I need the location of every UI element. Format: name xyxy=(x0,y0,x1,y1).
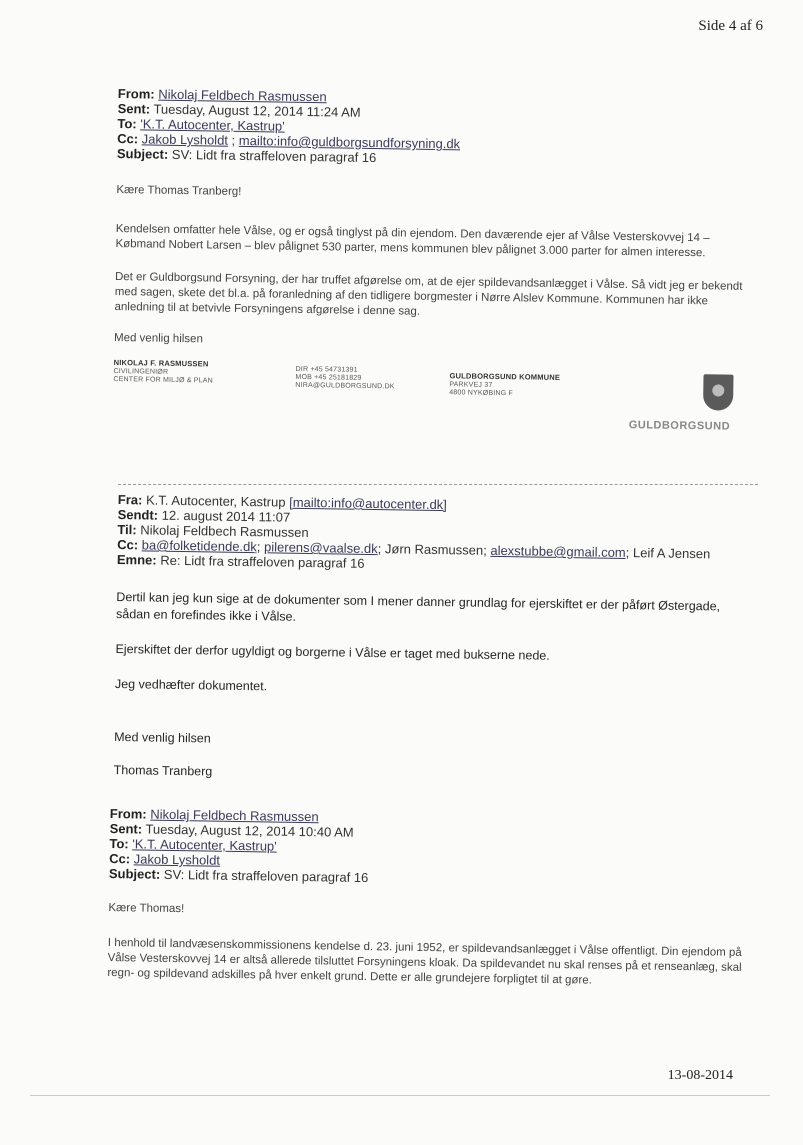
greeting: Kære Thomas! xyxy=(108,901,185,916)
cc-separator: ; xyxy=(227,132,239,148)
from-link[interactable]: Nikolaj Feldbech Rasmussen xyxy=(150,806,319,825)
from-mail-link[interactable]: [mailto:info@autocenter.dk] xyxy=(289,494,447,513)
signature-department: CENTER FOR MILJØ & PLAN xyxy=(113,375,213,385)
email-original xyxy=(107,806,750,1004)
from-link[interactable]: Nikolaj Feldbech Rasmussen xyxy=(158,86,327,105)
email-reply-1 xyxy=(113,86,758,441)
to-label: Til: xyxy=(117,521,137,538)
email-signature xyxy=(113,359,754,441)
cc-text: ; Jørn Rasmussen; xyxy=(377,541,491,558)
from-value: K.T. Autocenter, Kastrup xyxy=(145,492,286,510)
signature-email[interactable]: NIRA@GULDBORGSUND.DK xyxy=(295,381,395,391)
sent-value: Tuesday, August 12, 2014 11:24 AM xyxy=(153,101,361,120)
signature-street: PARKVEJ 37 xyxy=(449,381,493,389)
subject-label: Subject: xyxy=(108,865,161,882)
subject-label: Emne: xyxy=(116,551,157,568)
sent-label: Sendt: xyxy=(117,506,159,523)
municipality-logo: GULDBORGSUND xyxy=(628,419,731,433)
cc-link[interactable]: pilerens@vaalse.dk xyxy=(263,539,378,557)
cc-label: Cc: xyxy=(117,536,139,553)
cc-label: Cc: xyxy=(117,130,139,147)
municipality-crest-icon xyxy=(703,374,734,410)
signature-name: NIKOLAJ F. RASMUSSEN xyxy=(113,357,209,369)
from-label: Fra: xyxy=(117,492,143,508)
subject-value: Re: Lidt fra straffeloven paragraf 16 xyxy=(160,552,365,571)
to-link[interactable]: 'K.T. Autocenter, Kastrup' xyxy=(132,836,277,854)
signature-phone: DIR +45 54731391 xyxy=(295,365,358,374)
email-divider xyxy=(118,484,758,485)
cc-link[interactable]: Jakob Lysholdt xyxy=(133,851,221,868)
email-header xyxy=(109,806,750,891)
email-header xyxy=(117,86,758,171)
bottom-rule xyxy=(30,1095,770,1096)
to-label: To: xyxy=(117,115,137,132)
closing: Med venlig hilsen xyxy=(114,729,211,746)
to-label: To: xyxy=(109,835,129,852)
from-label: From: xyxy=(109,806,147,822)
paragraph: I henhold til landvæsenskommissionens kendelse d. 23. juni 1952, er spildevandsanlægget i Vålse offentligt. Din ejendom på Vålse Vesterskovvej 14 er altså allerede tilsluttet Forsyningens kloak. Da spildevandet nu skal renses på et renseanlæg, skal regn- og spildevand adskilles på hver enkelt grund. Dette er alle grundejere forpligtet til at gøre. xyxy=(107,936,742,987)
cc-separator: ; xyxy=(256,539,265,555)
closing: Med venlig hilsen xyxy=(113,331,203,346)
footer-date: 13-08-2014 xyxy=(667,1068,733,1083)
sent-value: Tuesday, August 12, 2014 10:40 AM xyxy=(145,821,354,840)
sent-value: 12. august 2014 11:07 xyxy=(161,507,291,525)
signature-organization: GULDBORGSUND KOMMUNE xyxy=(449,371,561,382)
sender-name: Thomas Tranberg xyxy=(113,762,213,779)
paragraph: Det er Guldborgsund Forsyning, der har truffet afgørelse om, at de ejer spildevandsanlægget i Vålse. Så vidt jeg er bekendt med sagen, skete det bl.a. på foranledning af den tidligere borgmester i Nørre Alslev Kommune. Kommunen har ikke anledning til at betvivle Forsyningens afgørelse i denne sag. xyxy=(114,270,743,318)
signature-city: 4800 NYKØBING F xyxy=(449,389,513,398)
cc-mailto-link[interactable]: mailto:info@guldborgsundforsyning.dk xyxy=(238,132,461,152)
subject-label: Subject: xyxy=(116,145,169,162)
cc-link[interactable]: alexstubbe@gmail.com xyxy=(490,542,626,560)
subject-value: SV: Lidt fra straffeloven paragraf 16 xyxy=(163,866,369,886)
cc-link[interactable]: ba@folketidende.dk xyxy=(141,537,257,555)
subject-value: SV: Lidt fra straffeloven paragraf 16 xyxy=(171,146,377,166)
email-reply-2 xyxy=(113,492,758,802)
sent-label: Sent: xyxy=(117,100,151,117)
email-header xyxy=(117,492,758,577)
from-label: From: xyxy=(117,86,155,102)
cc-label: Cc: xyxy=(109,850,131,867)
to-value: Nikolaj Feldbech Rasmussen xyxy=(140,522,309,540)
signature-title: CIVILINGENIØR xyxy=(113,367,169,376)
sent-label: Sent: xyxy=(109,820,143,837)
cc-link[interactable]: Jakob Lysholdt xyxy=(141,131,229,148)
greeting: Kære Thomas Tranberg! xyxy=(116,183,242,198)
signature-mobile: MOB +45 25181829 xyxy=(295,373,362,382)
paragraph: Jeg vedhæfter dokumentet. xyxy=(114,676,268,694)
to-link[interactable]: 'K.T. Autocenter, Kastrup' xyxy=(140,116,285,134)
paragraph: Kendelsen omfatter hele Vålse, og er også tinglyst på din ejendom. Den daværende ejer af Vålse Vesterskovvej 14 – Købmand Nobert Larsen – blev pålignet 530 parter, mens kommunen blev pålignet 3.000 parter for almen interesse. xyxy=(115,222,710,260)
paragraph: Dertil kan jeg kun sige at de dokumenter som I mener danner grundlag for ejerskiftet er der påført Østergade, sådan en forefindes ikke i Vålse. xyxy=(115,589,721,624)
cc-text: ; Leif A Jensen xyxy=(625,544,711,562)
page-number: Side 4 af 6 xyxy=(698,18,763,34)
paragraph: Ejerskiftet der derfor ugyldigt og borgerne i Vålse er taget med bukserne nede. xyxy=(115,641,550,663)
